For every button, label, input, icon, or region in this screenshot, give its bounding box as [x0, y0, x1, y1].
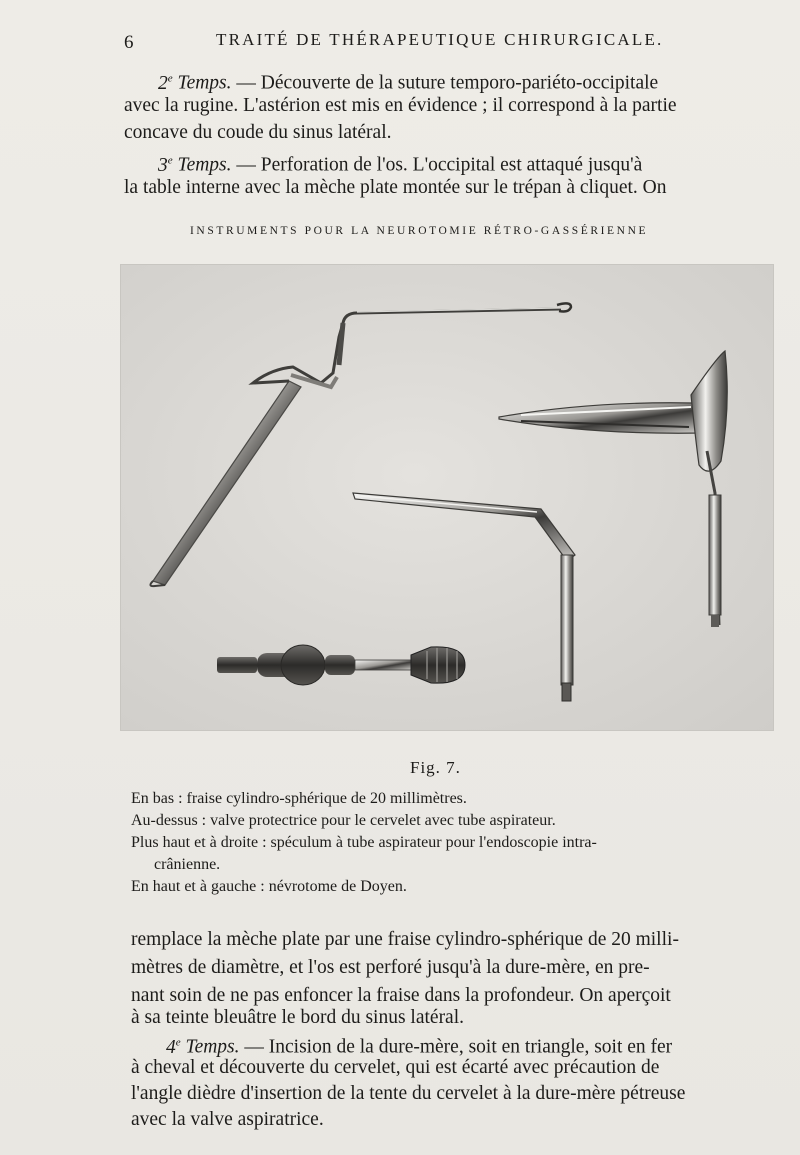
step3-number: 3e — [158, 154, 173, 176]
step4-text: — Incision de la dure-mère, soit en triangle, soit en fer — [239, 1036, 673, 1058]
legend-line-1: En bas : fraise cylindro-sphérique de 20 millimètres. — [131, 790, 467, 807]
running-title: TRAITÉ DE THÉRAPEUTIQUE CHIRURGICALE. — [216, 30, 664, 49]
step3-text: — Perforation de l'os. L'occipital est attaqué jusqu'à — [231, 154, 643, 176]
body-line-1: remplace la mèche plate par une fraise cylindro-sphérique de 20 milli- — [131, 929, 679, 950]
step3-line2: la table interne avec la mèche plate montée sur le trépan à cliquet. On — [124, 177, 667, 198]
step4-line3: l'angle dièdre d'insertion de la tente du cervelet à la dure-mère pétreuse — [131, 1083, 686, 1104]
step3-term: Temps. — [177, 154, 232, 176]
step2-term: Temps. — [177, 72, 232, 94]
page-number: 6 — [124, 32, 134, 53]
fraise-instrument — [217, 645, 465, 685]
body-line-4: à sa teinte bleuâtre le bord du sinus latéral. — [131, 1007, 465, 1028]
nevrotome-instrument — [150, 303, 571, 586]
speculum-instrument — [499, 351, 727, 627]
step4-line4: avec la valve aspiratrice. — [131, 1109, 324, 1130]
legend-line-2: Au-dessus : valve protectrice pour le cervelet avec tube aspirateur. — [131, 812, 556, 829]
step2-text: — Découverte de la suture temporo-pariéto-occipitale — [231, 72, 659, 94]
step4-line2: à cheval et découverte du cervelet, qui est écarté avec précaution de — [131, 1057, 660, 1078]
step2-line3: concave du coude du sinus latéral. — [124, 122, 392, 143]
figure-caption-heading: INSTRUMENTS POUR LA NEUROTOMIE RÉTRO-GASSÉRIENNE — [190, 225, 649, 237]
step2-number: 2e — [158, 72, 173, 94]
step4-term: Temps. — [185, 1036, 240, 1058]
legend-line-3: Plus haut et à droite : spéculum à tube aspirateur pour l'endoscopie intra- — [131, 834, 597, 851]
instruments-illustration — [121, 265, 773, 730]
step4-number: 4e — [166, 1036, 181, 1058]
figure-photograph — [120, 264, 774, 731]
legend-line-4: crânienne. — [154, 856, 221, 873]
figure-label: Fig. 7. — [410, 758, 461, 777]
step2-line2: avec la rugine. L'astérion est mis en évidence ; il correspond à la partie — [124, 95, 677, 116]
legend-line-5: En haut et à gauche : névrotome de Doyen. — [131, 878, 407, 895]
body-line-3: nant soin de ne pas enfoncer la fraise dans la profondeur. On aperçoit — [131, 985, 671, 1006]
body-line-2: mètres de diamètre, et l'os est perforé jusqu'à la dure-mère, en pre- — [131, 957, 650, 978]
